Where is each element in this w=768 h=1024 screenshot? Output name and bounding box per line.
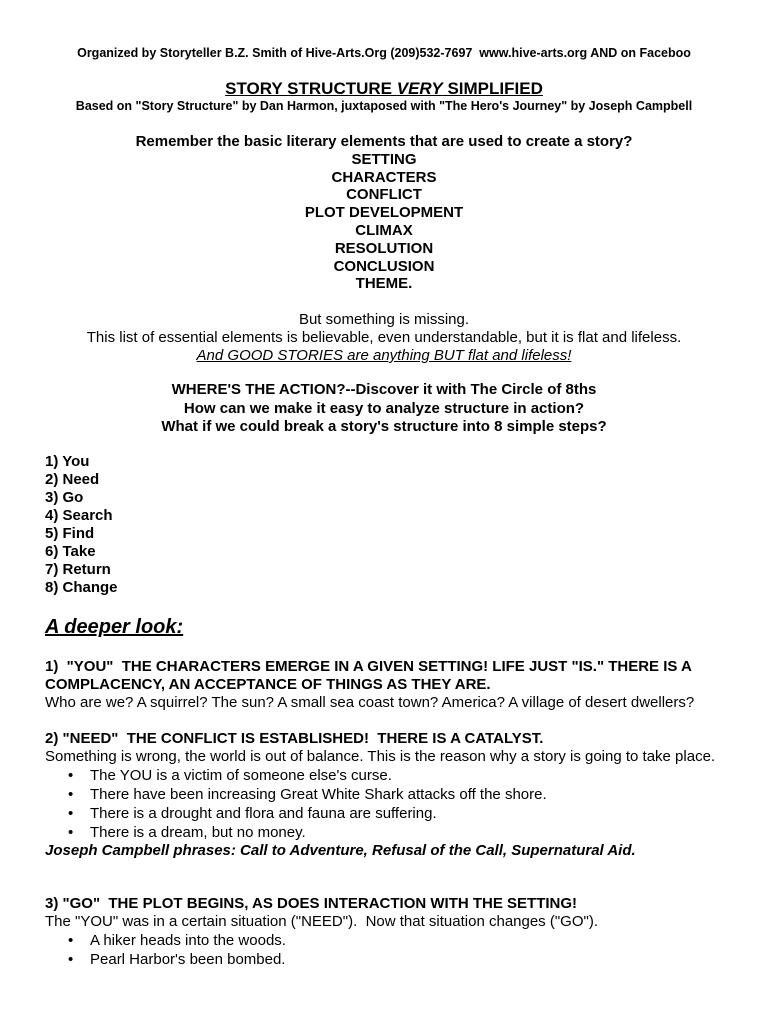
elements-question: Remember the basic literary elements that are used to create a story? (135, 133, 633, 150)
section-go (45, 895, 745, 970)
step-item: 3) Go (45, 489, 84, 506)
title-text (225, 79, 543, 98)
element-item: CONFLICT (346, 186, 422, 204)
literary-elements (0, 133, 768, 293)
bullet-text: There is a dream, but no money. (90, 823, 306, 841)
element-item: CLIMAX (355, 221, 413, 239)
element-item: CONCLUSION (333, 257, 435, 275)
section-heading: 1) "YOU" THE CHARACTERS EMERGE IN A GIVEN SETTING! LIFE JUST "IS." THERE IS A (45, 658, 692, 675)
step-item: 5) Find (45, 525, 95, 542)
section-text: Who are we? A squirrel? The sun? A small sea coast town? America? A village of desert dwellers? (45, 694, 695, 711)
step-item: 7) Return (45, 561, 111, 578)
bullet-icon (68, 932, 73, 951)
bullet-item (45, 805, 745, 824)
step-item: 2) Need (45, 471, 100, 488)
eight-steps-list (45, 453, 745, 597)
element-item: RESOLUTION (334, 239, 434, 257)
element-item: SETTING (351, 150, 417, 168)
bullet-text: Pearl Harbor's been bombed. (90, 950, 286, 968)
title-after: SIMPLIFIED (442, 79, 543, 98)
section-heading: COMPLACENCY, AN ACCEPTANCE OF THINGS AS THEY ARE. (45, 676, 491, 693)
step-item: 8) Change (45, 579, 118, 596)
bullet-item (45, 824, 745, 843)
document-title (0, 79, 768, 99)
bullet-text: There is a drought and flora and fauna are suffering. (90, 804, 437, 822)
section-need (45, 730, 745, 862)
bullet-icon (68, 951, 73, 970)
element-item: PLOT DEVELOPMENT (304, 204, 464, 222)
element-item: THEME. (355, 275, 413, 293)
section-heading: 3) "GO" THE PLOT BEGINS, AS DOES INTERACTION WITH THE SETTING! (45, 894, 578, 912)
bullet-text: The YOU is a victim of someone else's curse. (90, 767, 392, 785)
section-you (45, 658, 745, 712)
step-item: 4) Search (45, 507, 113, 524)
bullet-icon (68, 786, 73, 805)
section-text: The "YOU" was in a certain situation ("NEED"). Now that situation changes ("GO"). (45, 913, 598, 931)
action-line: What if we could break a story's structure into 8 simple steps? (161, 418, 607, 435)
deeper-look-heading (45, 615, 745, 639)
missing-line: This list of essential elements is believable, even understandable, but it is flat and lifeless. (86, 329, 682, 346)
deeper-heading-text: A deeper look: (45, 616, 184, 638)
bullet-text: A hiker heads into the woods. (90, 932, 286, 949)
organizer-line: Organized by Storyteller B.Z. Smith of Hive-Arts.Org (209)532-7697 www.hive-arts.org AND on Faceboo (77, 46, 691, 60)
bullet-item (45, 932, 745, 951)
bullet-icon (68, 805, 73, 824)
element-item: CHARACTERS (331, 168, 437, 186)
campbell-note: Joseph Campbell phrases: Call to Adventure, Refusal of the Call, Supernatural Aid. (45, 842, 636, 860)
bullet-item (45, 767, 745, 786)
step-item: 6) Take (45, 543, 96, 560)
organizer-header (0, 44, 768, 62)
action-line: WHERE'S THE ACTION?--Discover it with The Circle of 8ths (171, 381, 597, 398)
bullet-icon (68, 824, 73, 843)
missing-paragraph (0, 311, 768, 365)
bullet-item (45, 786, 745, 805)
subtitle-text: Based on "Story Structure" by Dan Harmon, juxtaposed with "The Hero's Journey" by Joseph Campbell (75, 99, 693, 113)
action-paragraph (0, 381, 768, 437)
bullet-item (45, 951, 745, 970)
bullet-text: There have been increasing Great White Shark attacks off the shore. (90, 785, 547, 803)
title-before: STORY STRUCTURE (225, 79, 397, 98)
bullet-icon (68, 767, 73, 786)
missing-emphasis-line: And GOOD STORIES are anything BUT flat and lifeless! (196, 347, 572, 364)
action-line: How can we make it easy to analyze structure in action? (183, 399, 585, 417)
section-text: Something is wrong, the world is out of balance. This is the reason why a story is going to take place. (45, 748, 716, 766)
section-heading: 2) "NEED" THE CONFLICT IS ESTABLISHED! THERE IS A CATALYST. (45, 729, 544, 747)
title-emphasis: VERY (396, 79, 443, 98)
step-item: 1) You (45, 453, 90, 470)
missing-line: But something is missing. (298, 311, 470, 328)
document-subtitle (0, 97, 768, 115)
